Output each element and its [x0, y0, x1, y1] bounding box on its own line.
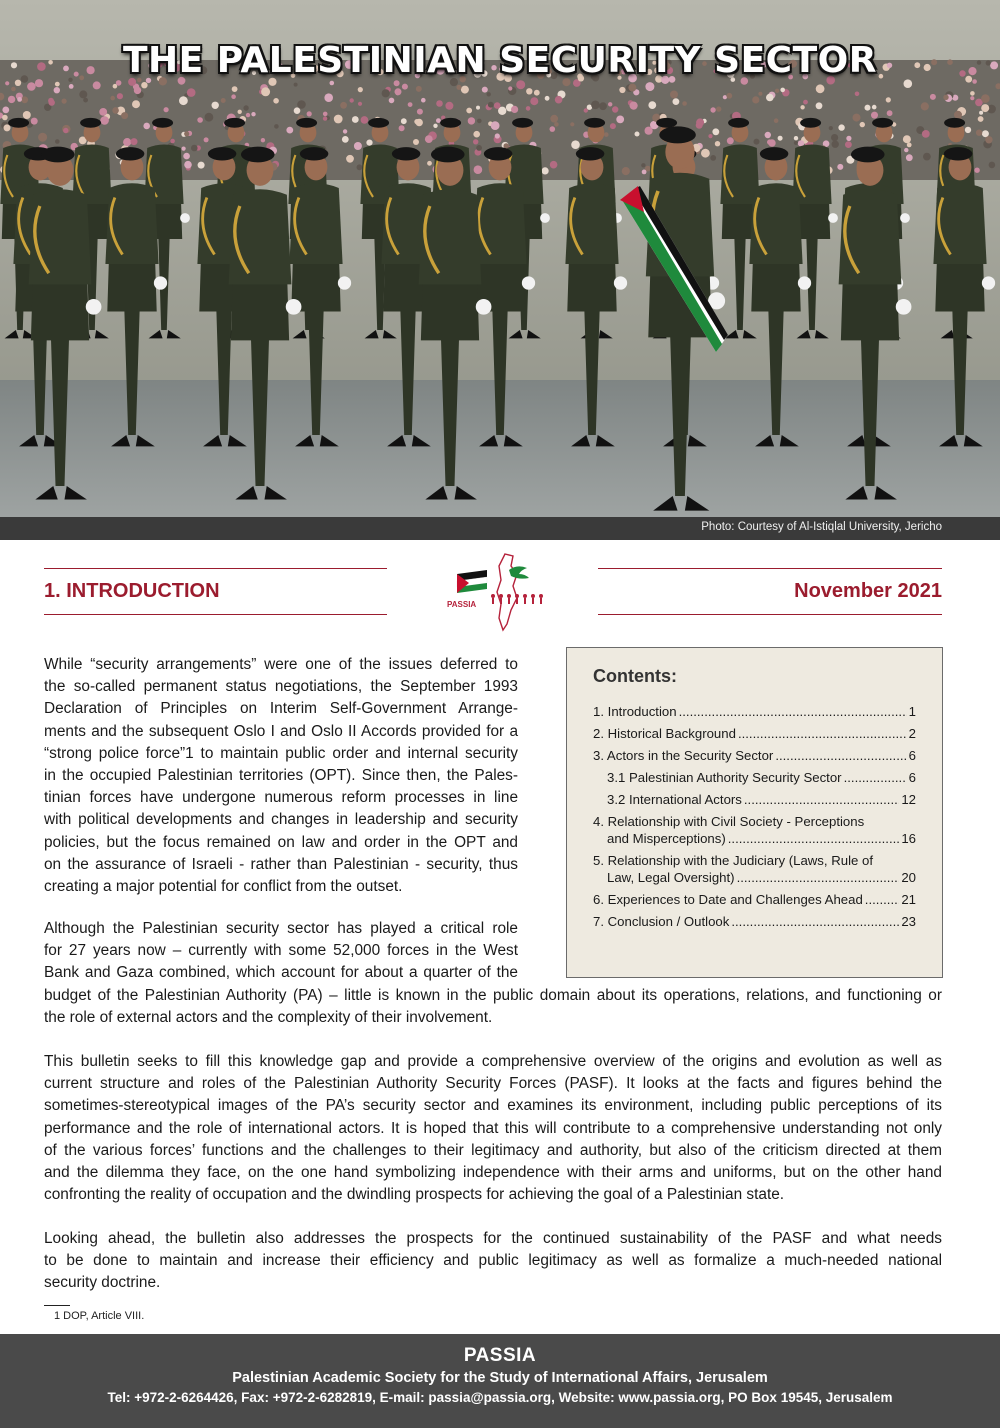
crowd-spectator: [682, 101, 687, 106]
crowd-spectator: [800, 105, 804, 109]
crowd-spectator: [886, 97, 891, 102]
crowd-spectator: [832, 141, 839, 148]
page-footer: [0, 1334, 1000, 1428]
crowd-spectator: [645, 127, 653, 135]
crowd-spectator: [635, 132, 640, 137]
crowd-spectator: [860, 122, 865, 127]
crowd-spectator: [965, 127, 971, 133]
crowd-spectator: [427, 161, 432, 166]
logo-text: PASSIA: [447, 600, 477, 609]
text-line: This bulletin seeks to fill this knowledge gap and provide a comprehensive overview of the origins and evolution as well as: [44, 1053, 942, 1070]
crowd-spectator: [461, 86, 469, 94]
text-line: the role of external actors and the complexity of their involvement.: [44, 1009, 493, 1027]
text-line: Declaration of Principles on Interim Self-Government Arrange-: [44, 700, 518, 718]
crowd-spectator: [323, 116, 327, 120]
crowd-spectator: [436, 100, 443, 107]
crowd-spectator: [630, 102, 638, 110]
crowd-spectator: [274, 124, 279, 129]
toc-item-experiences[interactable]: 6. Experiences to Date and Challenges Ahead ..... 21: [593, 891, 916, 908]
crowd-spectator: [164, 107, 169, 112]
crowd-spectator: [352, 116, 359, 123]
crowd-spectator: [184, 161, 192, 169]
crowd-spectator: [399, 125, 405, 131]
crowd-spectator: [494, 102, 501, 109]
crowd-spectator: [723, 95, 727, 99]
crowd-spectator: [516, 80, 525, 89]
toc-item-actors[interactable]: 3. Actors in the Security Sector ..... 6: [593, 747, 916, 764]
crowd-spectator: [794, 141, 798, 145]
text-line: creating a major potential for conflict from the outset.: [44, 878, 403, 896]
crowd-spectator: [550, 115, 558, 123]
text-line: current structure and roles of the Palestinian Authority Security Forces (PASF). It looks at the facts and figures behind the: [44, 1075, 942, 1093]
crowd-spectator: [511, 106, 518, 113]
crowd-spectator: [778, 136, 783, 141]
crowd-spectator: [323, 112, 328, 117]
crowd-spectator: [346, 155, 354, 163]
crowd-spectator: [943, 95, 948, 100]
text-line: While “security arrangements” were one of the issues deferred to: [44, 656, 518, 673]
crowd-spectator: [670, 91, 678, 99]
crowd-spectator: [710, 107, 715, 112]
crowd-spectator: [487, 92, 491, 96]
crowd-spectator: [622, 167, 630, 175]
crowd-spectator: [183, 153, 190, 160]
footer-contact: Tel: +972-2-6264426, Fax: +972-2-6282819, E-mail: passia@passia.org, Website: www.passia.org, PO Box 19545, Jerusalem: [107, 1390, 893, 1405]
crowd-spectator: [571, 140, 580, 149]
crowd-spectator: [871, 112, 878, 119]
crowd-spectator: [261, 138, 265, 142]
crowd-spectator: [628, 84, 636, 92]
crowd-spectator: [4, 124, 11, 131]
crowd-spectator: [468, 117, 475, 124]
crowd-spectator: [816, 102, 823, 109]
crowd-spectator: [294, 83, 298, 87]
crowd-spectator: [985, 136, 992, 143]
crowd-spectator: [112, 107, 119, 114]
crowd-spectator: [83, 98, 88, 103]
footer-org: PASSIA: [463, 1345, 537, 1366]
crowd-spectator: [555, 96, 563, 104]
crowd-spectator: [342, 136, 349, 143]
crowd-spectator: [774, 118, 779, 123]
crowd-spectator: [837, 164, 843, 170]
crowd-spectator: [5, 81, 9, 85]
crowd-spectator: [550, 126, 556, 132]
crowd-spectator: [414, 119, 419, 124]
crowd-spectator: [872, 105, 877, 110]
heading-rule-top-right: [598, 568, 942, 569]
crowd-spectator: [846, 136, 851, 141]
crowd-spectator: [642, 170, 647, 175]
crowd-spectator: [930, 94, 936, 100]
crowd-spectator: [907, 143, 912, 148]
toc-item-introduction[interactable]: 1. Introduction ..... 1: [593, 703, 916, 720]
crowd-spectator: [413, 139, 419, 145]
crowd-spectator: [354, 142, 362, 150]
crowd-spectator: [534, 90, 540, 96]
heading-rule-bottom-left: [44, 614, 387, 615]
crowd-spectator: [62, 99, 67, 104]
intro-paragraph-3: [44, 1051, 942, 1206]
crowd-spectator: [436, 118, 441, 123]
crowd-spectator: [238, 110, 242, 114]
crowd-spectator: [491, 121, 500, 130]
text-line: “strong police force”1 to maintain public order and internal security: [44, 744, 518, 762]
crowd-spectator: [417, 109, 423, 115]
crowd-spectator: [382, 89, 390, 97]
crowd-spectator: [726, 93, 732, 99]
crowd-spectator: [612, 106, 618, 112]
intro-paragraph-4: [44, 1228, 942, 1295]
crowd-spectator: [179, 96, 188, 105]
text-line: for 27 years now – currently with some 52,000 forces in the West: [44, 942, 518, 960]
crowd-spectator: [132, 100, 140, 108]
crowd-spectator: [123, 138, 131, 146]
crowd-spectator: [816, 84, 825, 93]
crowd-spectator: [99, 108, 107, 116]
text-line: performance and the role of international actors. It is hoped that this will contribute to a comprehensive understanding not only: [44, 1119, 942, 1137]
crowd-spectator: [981, 104, 989, 112]
crowd-spectator: [831, 134, 838, 141]
crowd-spectator: [981, 94, 990, 103]
crowd-spectator: [2, 107, 9, 114]
text-line: of the various forces’ functions and the challenges to their legitimacy and authority, but also of the criticism directed at them: [44, 1141, 942, 1159]
text-line: in the occupied Palestinian territories (OPT). Since then, the Pales-: [44, 767, 518, 785]
crowd-spectator: [366, 140, 372, 146]
crowd-spectator: [243, 105, 248, 110]
crowd-spectator: [794, 136, 798, 140]
crowd-spectator: [402, 84, 408, 90]
text-line: and the dilemma they face, on the one hand symbolizing independence with their arms and uniforms, but on the other hand: [44, 1164, 942, 1182]
crowd-spectator: [389, 98, 395, 104]
footer-full-name: Palestinian Academic Society for the Study of International Affairs, Jerusalem: [232, 1370, 768, 1386]
crowd-spectator: [425, 135, 433, 143]
crowd-spectator: [197, 117, 203, 123]
crowd-spectator: [715, 141, 720, 146]
crowd-spectator: [340, 102, 347, 109]
crowd-spectator: [273, 98, 279, 104]
crowd-spectator: [38, 133, 47, 142]
crowd-spectator: [27, 82, 36, 91]
crowd-spectator: [829, 126, 833, 130]
crowd-spectator: [231, 94, 236, 99]
crowd-spectator: [198, 162, 205, 169]
crowd-spectator: [131, 138, 138, 145]
crowd-spectator: [488, 102, 494, 108]
crowd-spectator: [550, 161, 558, 169]
crowd-spectator: [350, 98, 354, 102]
crowd-spectator: [324, 93, 333, 102]
crowd-spectator: [79, 90, 87, 98]
crowd-spectator: [803, 100, 808, 105]
crowd-spectator: [394, 80, 400, 86]
text-line: the so-called permanent status negotiations, the September 1993: [44, 678, 518, 696]
text-line: to be done to maintain and increase their efficiency and public legitimacy as well as formalize a much-needed national: [44, 1252, 942, 1270]
crowd-spectator: [701, 149, 710, 158]
crowd-spectator: [903, 135, 911, 143]
heading-rule-top-left: [44, 568, 387, 569]
crowd-spectator: [21, 96, 28, 103]
crowd-spectator: [221, 98, 226, 103]
crowd-spectator: [708, 134, 712, 138]
crowd-spectator: [294, 107, 301, 114]
crowd-spectator: [473, 139, 478, 144]
text-line: tinian forces have undergone numerous reform processes in line: [44, 789, 518, 807]
crowd-spectator: [232, 86, 238, 92]
crowd-spectator: [554, 122, 559, 127]
crowd-spectator: [584, 108, 588, 112]
crowd-spectator: [542, 167, 549, 174]
toc-item-international-actors[interactable]: 3.2 International Actors ..... 12: [593, 791, 916, 808]
crowd-spectator: [361, 116, 369, 124]
crowd-spectator: [261, 87, 270, 96]
crowd-spectator: [187, 88, 196, 97]
crowd-spectator: [921, 102, 929, 110]
text-line: Although the Palestinian security sector has played a critical role: [44, 920, 518, 937]
contents-title: Contents:: [593, 666, 677, 686]
crowd-spectator: [754, 139, 760, 145]
crowd-spectator: [170, 139, 175, 144]
crowd-spectator: [766, 94, 774, 102]
crowd-spectator: [421, 98, 426, 103]
crowd-spectator: [184, 131, 189, 136]
crowd-spectator: [758, 92, 762, 96]
page-title: THE PALESTINIAN SECURITY SECTOR: [123, 40, 877, 81]
crowd-spectator: [474, 165, 483, 174]
crowd-spectator: [696, 118, 704, 126]
crowd-spectator: [334, 115, 343, 124]
crowd-spectator: [616, 116, 624, 124]
crowd-spectator: [343, 129, 347, 133]
text-line: Looking ahead, the bulletin also addresses the prospects for the continued sustainability of the PASF and what needs: [44, 1230, 942, 1247]
crowd-spectator: [906, 154, 913, 161]
crowd-spectator: [93, 81, 101, 89]
text-line: security doctrine.: [44, 1274, 161, 1292]
crowd-spectator: [865, 105, 871, 111]
crowd-spectator: [473, 131, 480, 138]
crowd-spectator: [204, 137, 209, 142]
crowd-spectator: [752, 96, 759, 103]
crowd-spectator: [710, 155, 716, 161]
crowd-spectator: [508, 86, 512, 90]
crowd-spectator: [408, 102, 413, 107]
crowd-spectator: [599, 102, 607, 110]
crowd-spectator: [445, 102, 453, 110]
text-line: confronting the reality of occupation and the dwindling prospects for achieving the goal of a Palestinian state.: [44, 1186, 785, 1204]
crowd-spectator: [23, 111, 31, 119]
crowd-spectator: [904, 148, 908, 152]
crowd-spectator: [727, 137, 734, 144]
crowd-spectator: [55, 139, 60, 144]
toc-item-civil-society[interactable]: 4. Relationship with Civil Society - Perceptions and Misperceptions) ..... 16: [593, 813, 916, 847]
crowd-spectator: [853, 114, 861, 122]
crowd-spectator: [610, 123, 616, 129]
crowd-spectator: [357, 164, 363, 170]
crowd-spectator: [976, 130, 982, 136]
crowd-spectator: [648, 101, 656, 109]
crowd-spectator: [246, 113, 250, 117]
hero-photo: [0, 0, 1000, 540]
crowd-spectator: [48, 98, 54, 104]
crowd-spectator: [604, 132, 609, 137]
crowd-spectator: [182, 147, 186, 151]
crowd-spectator: [495, 133, 500, 138]
crowd-spectator: [954, 111, 962, 119]
crowd-spectator: [530, 97, 538, 105]
text-line: ments and the subsequent Oslo I and Oslo II Accords provided for a: [44, 722, 518, 740]
crowd-spectator: [191, 145, 198, 152]
crowd-spectator: [286, 127, 293, 134]
crowd-spectator: [970, 91, 975, 96]
crowd-spectator: [845, 141, 852, 148]
passia-logo: [447, 552, 551, 632]
crowd-spectator: [69, 84, 74, 89]
photo-caption: Photo: Courtesy of Al-Istiqlal University, Jericho: [0, 517, 1000, 540]
crowd-spectator: [855, 92, 860, 97]
crowd-spectator: [134, 87, 141, 94]
crowd-spectator: [297, 100, 306, 109]
crowd-spectator: [712, 128, 719, 135]
crowd-spectator: [63, 128, 68, 133]
crowd-spectator: [641, 163, 645, 167]
crowd-spectator: [401, 118, 407, 124]
crowd-spectator: [110, 96, 115, 101]
intro-paragraph-2: [44, 918, 518, 985]
footnote-rule: [44, 1305, 70, 1306]
crowd-spectator: [970, 96, 974, 100]
crowd-spectator: [113, 84, 118, 89]
crowd-spectator: [55, 82, 60, 87]
text-line: on the assurance of Israeli - rather than Palestinian - security, thus: [44, 855, 518, 873]
crowd-spectator: [433, 124, 437, 128]
toc-item-historical-background[interactable]: 2. Historical Background ..... 2: [593, 725, 916, 742]
crowd-spectator: [251, 112, 255, 116]
text-line: sometimes-stereotypical images of the PA’s security sector and examines its environment, including public perceptions of its: [44, 1097, 942, 1115]
crowd-spectator: [466, 108, 472, 114]
crowd-spectator: [526, 106, 531, 111]
crowd-spectator: [923, 153, 931, 161]
crowd-spectator: [205, 113, 214, 122]
crowd-spectator: [922, 130, 930, 138]
crowd-spectator: [121, 112, 128, 119]
crowd-spectator: [716, 106, 721, 111]
crowd-spectator: [591, 101, 600, 110]
crowd-spectator: [212, 102, 219, 109]
crowd-spectator: [11, 87, 16, 92]
section-heading: 1. INTRODUCTION: [44, 580, 220, 602]
crowd-spectator: [2, 115, 8, 121]
crowd-spectator: [482, 87, 488, 93]
crowd-spectator: [476, 145, 482, 151]
toc-item-judiciary[interactable]: 5. Relationship with the Judiciary (Laws, Rule of Law, Legal Oversight) ..... 20: [593, 852, 916, 886]
crowd-spectator: [838, 124, 844, 130]
crowd-spectator: [416, 86, 422, 92]
table-of-contents: [566, 647, 943, 978]
intro-paragraph-2-continued: [44, 985, 942, 1029]
crowd-spectator: [143, 123, 150, 130]
crowd-spectator: [645, 82, 654, 91]
crowd-spectator: [673, 98, 680, 105]
crowd-spectator: [608, 102, 612, 106]
crowd-spectator: [330, 81, 335, 86]
crowd-spectator: [887, 110, 893, 116]
crowd-spectator: [775, 89, 779, 93]
crowd-spectator: [978, 116, 984, 122]
crowd-spectator: [982, 130, 989, 137]
crowd-spectator: [395, 88, 402, 95]
crowd-spectator: [526, 88, 532, 94]
intro-paragraph-1: [44, 654, 518, 898]
footnote: 1 DOP, Article VIII.: [54, 1310, 145, 1322]
toc-item-pa-security-sector[interactable]: 3.1 Palestinian Authority Security Sector ..... 6: [593, 769, 916, 786]
crowd-spectator: [570, 122, 574, 126]
crowd-spectator: [358, 102, 362, 106]
crowd-spectator: [307, 111, 312, 116]
publication-date: November 2021: [794, 580, 942, 602]
heading-rule-bottom-right: [598, 614, 942, 615]
crowd-spectator: [358, 87, 363, 92]
crowd-spectator: [780, 88, 785, 93]
crowd-spectator: [545, 96, 550, 101]
passia-logo-icon: [447, 552, 551, 632]
crowd-spectator: [477, 119, 482, 124]
crowd-spectator: [619, 87, 625, 93]
crowd-spectator: [31, 118, 38, 125]
crowd-spectator: [141, 82, 147, 88]
crowd-spectator: [476, 106, 480, 110]
text-line: policies, but the focus remained on law and order in the OPT and: [44, 833, 518, 851]
crowd-spectator: [989, 162, 996, 169]
crowd-spectator: [17, 97, 22, 102]
text-line: Bank and Gaza combined, which account for about a quarter of the: [44, 964, 518, 982]
crowd-spectator: [767, 139, 772, 144]
crowd-spectator: [979, 111, 983, 115]
crowd-spectator: [974, 168, 979, 173]
crowd-spectator: [117, 93, 123, 99]
crowd-spectator: [456, 85, 461, 90]
text-line: budget of the Palestinian Authority (PA) – little is known in the public domain about its operations, relations, and functioning or: [44, 987, 942, 1004]
crowd-spectator: [765, 132, 771, 138]
crowd-spectator: [100, 116, 109, 125]
toc-item-conclusion[interactable]: 7. Conclusion / Outlook ..... 23: [593, 913, 916, 930]
crowd-spectator: [8, 96, 15, 103]
text-line: with political developments and changes in leadership and security: [44, 811, 518, 829]
crowd-spectator: [54, 87, 60, 93]
